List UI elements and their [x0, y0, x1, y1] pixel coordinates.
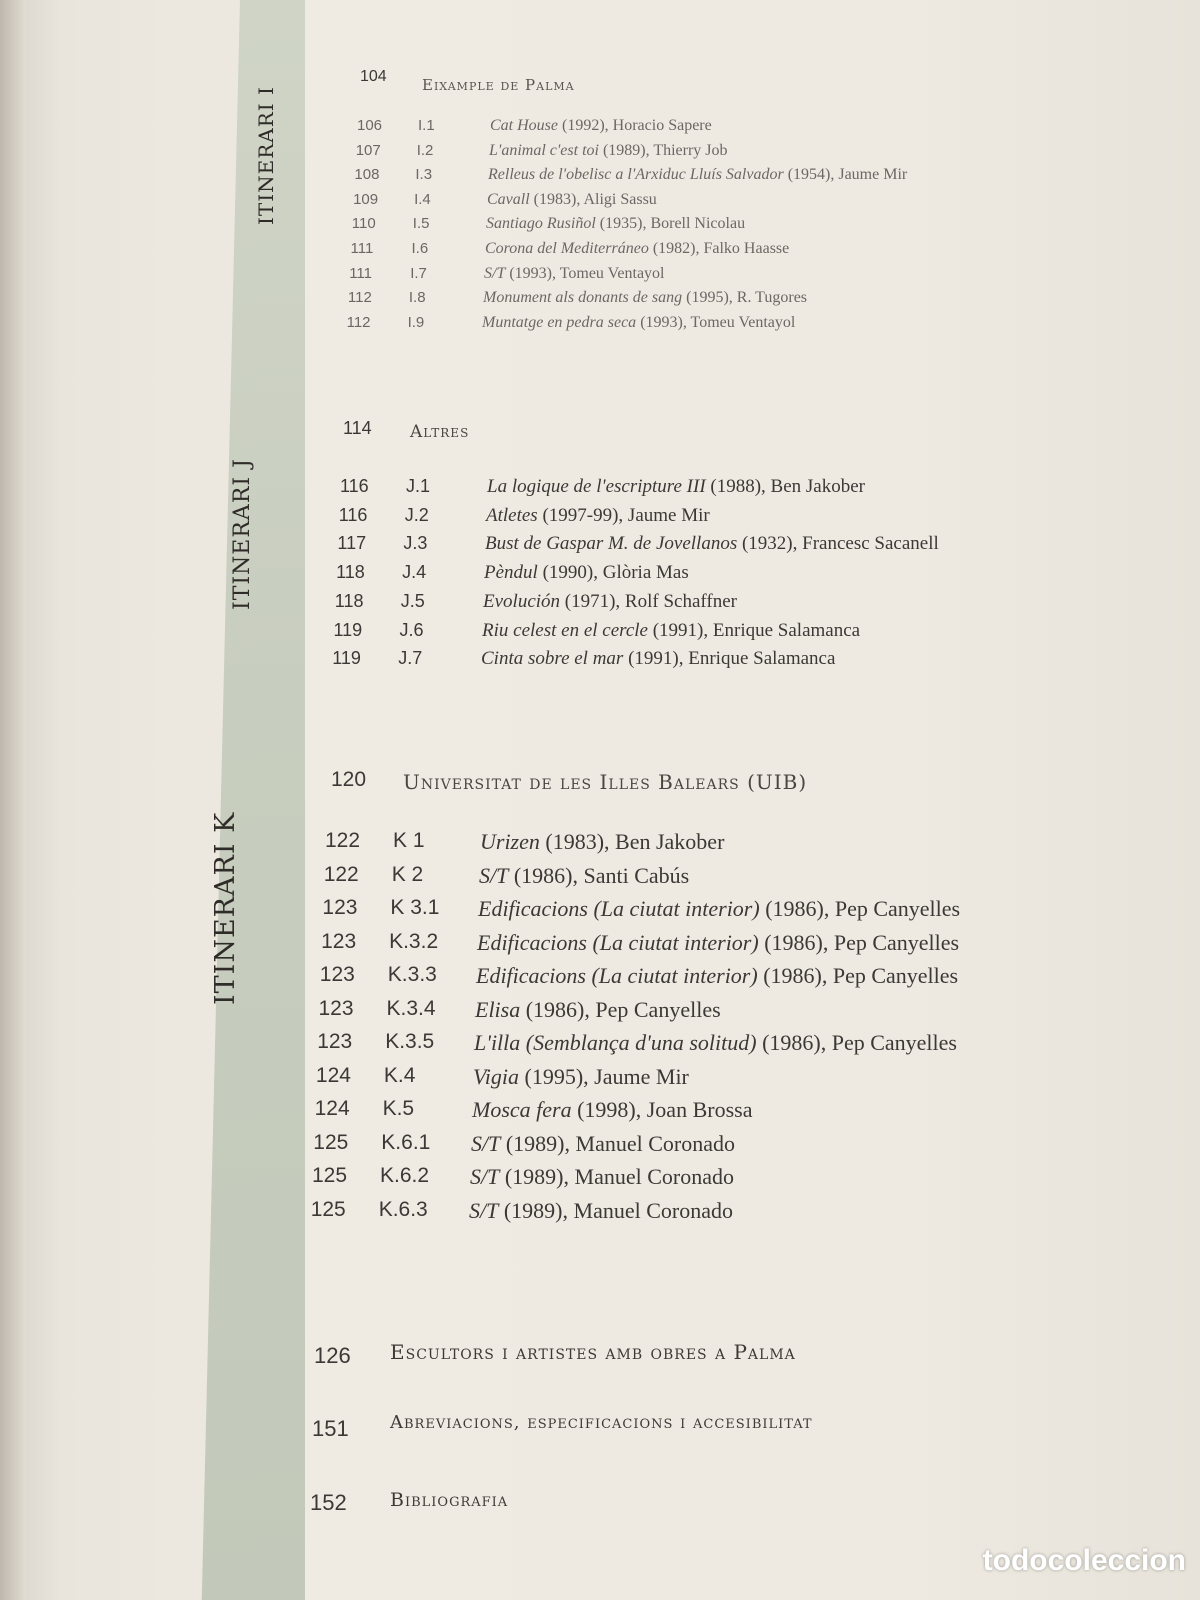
toc-item-code: K 2	[391, 862, 424, 886]
toc-work-details: (1995), R. Tugores	[682, 289, 808, 307]
toc-work-details: (1990), Glòria Mas	[537, 562, 689, 584]
toc-page-number: 116	[338, 504, 368, 525]
section-page-uib: 120	[331, 768, 367, 791]
toc-page-number: 118	[336, 562, 365, 583]
toc-work-title: S/T	[479, 862, 509, 888]
toc-item-code: J.1	[406, 476, 431, 496]
section-title-eixample: Eixample de Palma	[422, 76, 575, 94]
toc-entry-text	[471, 1131, 735, 1157]
toc-work-title: Edificacions (La ciutat interior)	[476, 963, 758, 988]
toc-page-number: 116	[340, 476, 369, 496]
toc-work-title: Monument als donants de sang	[483, 289, 683, 307]
toc-work-title: Urizen	[480, 829, 540, 854]
toc-page-number: 125	[312, 1164, 348, 1187]
toc-work-details: (1988), Ben Jakober	[705, 476, 866, 497]
toc-page-number: 117	[337, 533, 367, 554]
toc-item-code: I.8	[408, 289, 426, 307]
toc-item-code: I.5	[412, 215, 430, 233]
toc-work-details: (1971), Rolf Schaffner	[560, 590, 737, 612]
toc-work-title: Evolución	[483, 590, 561, 612]
toc-entry-text	[473, 1064, 689, 1090]
toc-work-details: (1991), Enrique Salamanca	[647, 619, 861, 641]
toc-work-title: Edificacions (La ciutat interior)	[478, 896, 760, 921]
toc-work-details: (1989), Manuel Coronado	[500, 1130, 735, 1156]
toc-item-code: I.6	[411, 240, 429, 257]
section-page-abreviacions: 151	[312, 1416, 349, 1441]
toc-work-title: Elisa	[475, 996, 521, 1022]
toc-item-code: I.1	[418, 117, 435, 134]
toc-work-details: (1998), Joan Brossa	[571, 1097, 753, 1122]
toc-page-number: 106	[357, 117, 383, 134]
toc-page-number: 118	[334, 590, 364, 611]
toc-work-details: (1932), Francesc Sacanell	[737, 533, 939, 555]
toc-entry-text	[481, 648, 835, 670]
toc-work-details: (1954), Jaume Mir	[783, 166, 908, 184]
toc-item-code: K.3.3	[387, 963, 437, 986]
toc-work-title: S/T	[484, 264, 506, 282]
toc-work-details: (1993), Tomeu Ventayol	[505, 264, 665, 282]
toc-entry-text	[469, 1198, 733, 1224]
toc-item-code: I.9	[407, 313, 425, 331]
section-page-altres: 114	[343, 418, 372, 438]
band-label-itinerari-k: ITINERARI K	[210, 811, 241, 1005]
toc-entry-text	[486, 215, 745, 233]
toc-work-details: (1986), Pep Canyelles	[757, 963, 959, 988]
toc-item-code: J.5	[400, 590, 425, 611]
toc-work-title: Santiago Rusiñol	[486, 215, 596, 233]
band-label-itinerari-j: ITINERARI J	[230, 458, 255, 610]
toc-page-number: 119	[332, 648, 361, 669]
toc-item-code: K.3.4	[386, 996, 436, 1020]
section-page-bibliografia: 152	[310, 1490, 347, 1515]
toc-entry-text	[489, 142, 728, 160]
section-page-escultors: 126	[314, 1343, 351, 1368]
toc-page-number: 125	[313, 1130, 349, 1154]
toc-work-title: L'animal c'est toi	[489, 141, 599, 159]
toc-item-code: K 3.1	[390, 896, 440, 919]
toc-page-number: 110	[351, 215, 376, 233]
toc-page-number: 124	[315, 1063, 351, 1087]
toc-entry-text	[472, 1097, 752, 1123]
toc-page-number: 125	[310, 1197, 346, 1221]
toc-page-number: 124	[314, 1097, 350, 1120]
toc-entry-text	[485, 533, 939, 555]
toc-work-title: L'illa (Semblança d'una solitud)	[474, 1030, 757, 1055]
toc-work-title: Cavall	[487, 190, 530, 208]
watermark-logo: todocoleccion	[982, 1544, 1186, 1577]
toc-item-code: J.4	[402, 562, 427, 583]
toc-entry-text	[486, 505, 710, 527]
toc-work-title: Bust de Gaspar M. de Jovellanos	[485, 533, 738, 555]
toc-entry-text	[487, 476, 865, 498]
toc-item-code: I.2	[416, 141, 434, 159]
toc-work-details: (1982), Falko Haasse	[648, 240, 790, 257]
toc-item-code: K.3.5	[385, 1030, 435, 1053]
toc-page-number: 112	[346, 313, 371, 331]
toc-entry-text	[480, 829, 724, 855]
toc-item-code: K.4	[383, 1063, 416, 1087]
toc-work-details: (1992), Horacio Sapere	[558, 117, 712, 134]
toc-work-title: S/T	[469, 1197, 499, 1223]
toc-work-title: La logique de l'escripture III	[487, 476, 706, 497]
band-label-itinerari-i: ITINERARI I	[254, 86, 278, 225]
toc-work-title: Mosca fera	[472, 1097, 572, 1122]
section-title-altres: Altres	[410, 422, 470, 442]
toc-item-code: K 1	[393, 829, 425, 852]
toc-entry-text	[477, 930, 959, 956]
toc-item-code: I.7	[410, 264, 427, 282]
toc-item-code: K.3.2	[389, 929, 439, 953]
toc-entry-text	[483, 289, 807, 307]
toc-work-details: (1993), Tomeu Ventayol	[636, 313, 796, 331]
toc-item-code: J.7	[398, 648, 423, 669]
toc-work-title: Relleus de l'obelisc a l'Arxiduc Lluís Salvador	[488, 166, 784, 184]
toc-item-code: I.3	[415, 166, 433, 184]
toc-entry-text	[488, 166, 907, 184]
toc-page-number: 111	[349, 264, 372, 282]
toc-entry-text	[490, 117, 712, 135]
toc-work-details: (1989), Thierry Job	[598, 141, 728, 159]
toc-work-details: (1997-99), Jaume Mir	[537, 504, 710, 526]
toc-page-number: 107	[355, 141, 381, 159]
toc-page-number: 109	[353, 190, 379, 208]
toc-page-number: 123	[321, 929, 357, 953]
toc-entry-text	[483, 591, 737, 613]
toc-entry-text	[470, 1164, 734, 1190]
toc-entry-text	[487, 191, 657, 209]
toc-work-details: (1986), Pep Canyelles	[520, 996, 721, 1022]
toc-work-details: (1986), Pep Canyelles	[759, 896, 961, 921]
toc-work-details: (1983), Aligi Sassu	[529, 190, 657, 208]
toc-page-number: 108	[354, 166, 380, 184]
toc-entry-text	[474, 1030, 957, 1056]
toc-page-number: 119	[333, 619, 363, 640]
toc-item-code: K.6.3	[378, 1197, 428, 1221]
toc-work-title: Edificacions (La ciutat interior)	[477, 929, 759, 955]
toc-page-number: 122	[323, 862, 359, 886]
toc-entry-text	[479, 863, 689, 889]
toc-entry-text	[485, 240, 789, 258]
toc-work-details: (1991), Enrique Salamanca	[623, 648, 836, 670]
toc-work-details: (1989), Manuel Coronado	[499, 1164, 734, 1189]
toc-work-details: (1986), Pep Canyelles	[756, 1030, 957, 1055]
toc-work-details: (1995), Jaume Mir	[519, 1063, 689, 1089]
toc-page-number: 112	[347, 289, 372, 307]
section-title-abreviacions: Abreviacions, especificacions i accesibilitat	[390, 1412, 813, 1433]
section-title-escultors: Escultors i artistes amb obres a Palma	[390, 1340, 796, 1364]
toc-entry-text	[482, 620, 860, 642]
section-title-uib: Universitat de les Illes Balears (UIB)	[403, 770, 808, 794]
toc-entry-text	[476, 963, 958, 989]
toc-item-code: I.4	[414, 190, 431, 208]
toc-work-title: Riu celest en el cercle	[482, 619, 648, 641]
toc-entry-text	[484, 562, 689, 584]
toc-item-code: K.6.2	[380, 1164, 430, 1187]
toc-work-title: Vigia	[473, 1063, 520, 1089]
toc-work-details: (1986), Pep Canyelles	[758, 929, 960, 955]
toc-item-code: K.6.1	[381, 1130, 431, 1154]
toc-work-title: S/T	[470, 1164, 500, 1189]
toc-work-title: Atletes	[486, 504, 538, 526]
toc-entry-text	[482, 314, 795, 332]
toc-page-number: 123	[322, 896, 358, 919]
toc-work-title: Muntatge en pedra seca	[482, 313, 637, 331]
toc-item-code: J.6	[399, 619, 424, 640]
toc-work-details: (1983), Ben Jakober	[539, 829, 725, 854]
toc-item-code: J.2	[404, 504, 429, 525]
toc-entry-text	[484, 265, 665, 283]
toc-work-title: Cinta sobre el mar	[481, 648, 624, 670]
toc-page-number: 111	[350, 240, 374, 257]
book-gutter	[0, 0, 26, 1600]
toc-page-number: 123	[317, 1030, 353, 1053]
toc-item-code: K.5	[382, 1097, 415, 1120]
toc-work-title: S/T	[471, 1130, 501, 1156]
section-page-eixample: 104	[360, 68, 387, 85]
toc-entry-text	[478, 896, 960, 922]
toc-entry-text	[475, 997, 721, 1023]
toc-item-code: J.3	[403, 533, 428, 554]
toc-work-title: Pèndul	[484, 562, 538, 584]
toc-page-number: 123	[318, 996, 354, 1020]
toc-page-number: 123	[319, 963, 355, 986]
toc-page-number: 122	[325, 829, 361, 852]
section-title-bibliografia: Bibliografia	[390, 1489, 509, 1511]
toc-work-details: (1989), Manuel Coronado	[498, 1197, 733, 1223]
toc-work-title: Corona del Mediterráneo	[485, 240, 649, 257]
toc-work-title: Cat House	[490, 117, 558, 134]
toc-work-details: (1935), Borell Nicolau	[595, 215, 746, 233]
toc-work-details: (1986), Santi Cabús	[508, 862, 690, 888]
